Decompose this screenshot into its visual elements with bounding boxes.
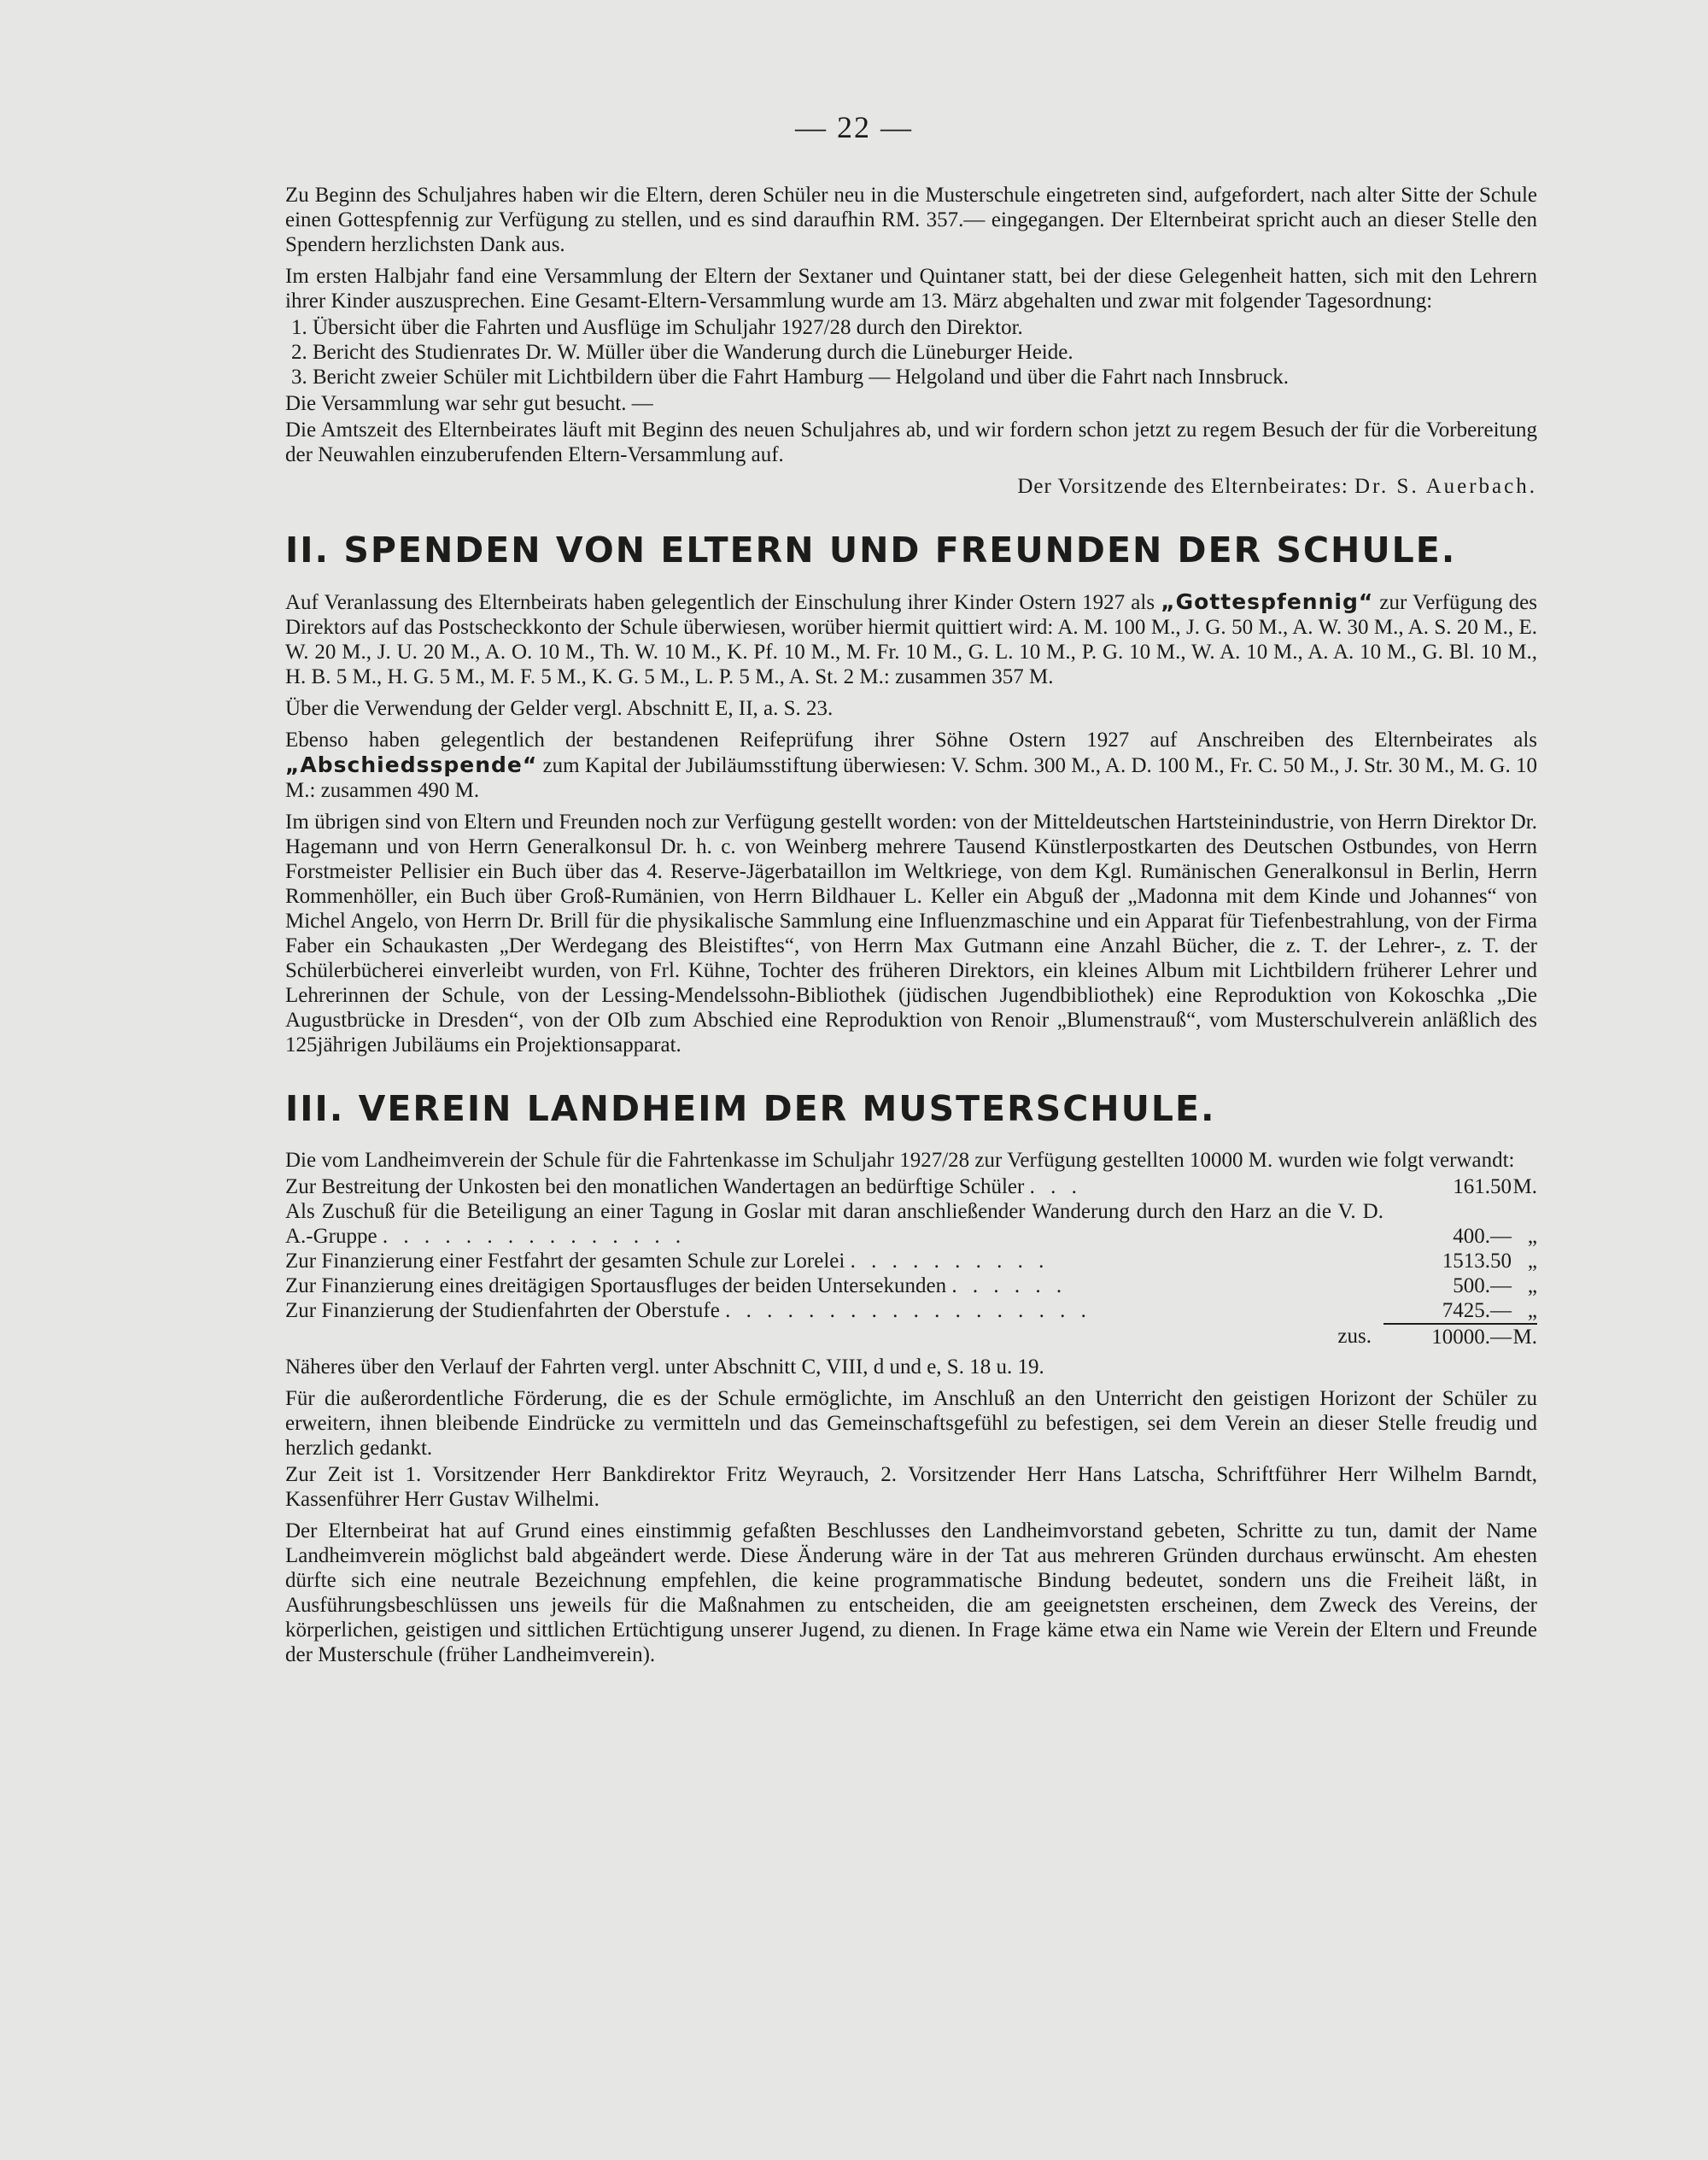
expense-text: Zur Bestreitung der Unkosten bei den monatlichen Wandertagen an bedürftige Schüler: [285, 1175, 1025, 1198]
intro-paragraph-4: Die Amtszeit des Elternbeirates läuft mit Beginn des neuen Schuljahres ab, und wir fordern schon jetzt zu regem Besuch der für die Vorbereitung der Neuwahlen einzuberufenden Eltern-Versammlung auf.: [285, 419, 1537, 466]
expense-row: [285, 1298, 1537, 1324]
section-2-p1-text-a: Auf Veranlassung des Elternbeirats haben gelegentlich der Einschulung ihrer Kinder Ostern 1927 als: [285, 591, 1161, 614]
signature: [285, 474, 1537, 499]
expense-amount: 400.—: [1453, 1225, 1512, 1248]
section-3-paragraph-3: Für die außerordentliche Förderung, die es der Schule ermöglichte, im Anschluß an den Unterricht den geistigen Horizont der Schüler zu erweitern, ihnen bleibende Eindrücke zu vermitteln und das Gemeinschaftsgefühl zu befestigen, sei dem Verein an dieser Stelle freudig und herzlich gedankt.: [285, 1387, 1537, 1460]
section-2-p1-text-b: zur Verfügung des Direktors auf das Postscheckkonto der Schule überwiesen, worüber hiermit quittiert wird: A. M. 100 M., J. G. 50 M., A. W. 30 M., A. S. 20 M., E. W. 20 M., J. U. 20 M., A. O. 10 M., Th. W. 10 M., K. Pf. 10 M., M. Fr. 10 M., G. L. 10 M., P. G. 10 M., W. A. 10 M., A. A. 10 M., G. Bl. 10 M., H. B. 5 M., H. G. 5 M., M. F. 5 M., K. G. 5 M., L. P. 5 M., A. St. 2 M.: zusammen 357 M.: [285, 591, 1537, 688]
expense-description: [285, 1298, 1383, 1324]
section-2-heading: II. SPENDEN VON ELTERN UND FREUNDEN DER SCHULE.: [285, 530, 1457, 571]
expense-unit: „: [1527, 1225, 1537, 1248]
agenda-list: [285, 315, 1537, 389]
agenda-item-3: 3. Bericht zweier Schüler mit Lichtbildern über die Fahrt Hamburg — Helgoland und über die Fahrt nach Innsbruck.: [313, 365, 1537, 389]
total-amount: 10000.—: [1383, 1324, 1512, 1349]
section-3-paragraph-1: Die vom Landheimverein der Schule für die Fahrtenkasse im Schuljahr 1927/28 zur Verfügung gestellten 10000 M. wurden wie folgt verwandt:: [285, 1149, 1515, 1172]
leader-dots: . . . . . . . . . .: [850, 1250, 1050, 1273]
section-3-paragraph-4: Zur Zeit ist 1. Vorsitzender Herr Bankdirektor Fritz Weyrauch, 2. Vorsitzender Herr Hans Latscha, Schriftführer Herr Wilhelm Barndt, Kassenführer Herr Gustav Wilhelmi.: [285, 1463, 1537, 1511]
signature-name: Dr. S. Auerbach.: [1354, 475, 1537, 498]
section-2-paragraph-3: [285, 728, 1537, 803]
expense-row: [285, 1249, 1537, 1273]
expense-unit: „: [1527, 1299, 1537, 1322]
expense-text: Zur Finanzierung eines dreitägigen Sportausfluges der beiden Untersekunden: [285, 1274, 947, 1297]
leader-dots: . . . . . . . . . . . . . . .: [382, 1225, 687, 1248]
leader-dots: . . .: [1029, 1175, 1082, 1198]
expense-unit: M.: [1512, 1175, 1537, 1198]
section-2-paragraph-4: Im übrigen sind von Eltern und Freunden noch zur Verfügung gestellt worden: von der Mitteldeutschen Hartsteinindustrie, von Herrn Direktor Dr. Hagemann und von Herrn Generalkonsul Dr. h. c. von Weinberg mehrere Tausend Künstlerpostkarten des Deutschen Ostbundes, von Herrn Forstmeister Pellisier ein Buch über das 4. Reserve-Jägerbataillon im Weltkriege, von dem Kgl. Rumänischen Generalkonsul in Berlin, Herrn Rommenhöller, ein Buch über Groß-Rumänien, von Herrn Bildhauer L. Keller ein Abguß der „Madonna mit dem Kinde und Johannes“ von Michel Angelo, von Herrn Dr. Brill für die physikalische Sammlung eine Influenzmaschine und ein Apparat für Tiefenbestrahlung, von der Firma Faber ein Schaukasten „Der Werdegang des Bleistiftes“, von Herrn Max Gutmann eine Anzahl Bücher, die z. T. der Lehrer-, z. T. der Schülerbücherei einverleibt wurden, von Frl. Kühne, Tochter des früheren Direktors, ein kleines Album mit Lichtbildern früherer Lehrer und Lehrerinnen der Schule, von der Lessing-Mendelssohn-Bibliothek (jüdischen Jugendbibliothek) eine Reproduktion von Kokoschka „Die Augustbrücke in Dresden“, von der OIb zum Abschied eine Reproduktion von Renoir „Blumenstrauß“, vom Musterschulverein anläßlich des 125jährigen Jubiläums ein Projektionsapparat.: [285, 811, 1537, 1057]
agenda-item-1: 1. Übersicht über die Fahrten und Ausflüge im Schuljahr 1927/28 durch den Direktor.: [313, 315, 1537, 340]
expense-description: [285, 1199, 1383, 1249]
expense-row: [285, 1273, 1537, 1298]
signature-role: Der Vorsitzende des Elternbeirates:: [1017, 475, 1348, 498]
expense-total-row: [285, 1324, 1537, 1349]
agenda-item-2: 2. Bericht des Studienrates Dr. W. Müller über die Wanderung durch die Lüneburger Heide.: [313, 340, 1537, 365]
expense-amount: 500.—: [1453, 1274, 1512, 1297]
section-2-paragraph-1: [285, 589, 1537, 689]
abschiedsspende-term: „Abschiedsspende“: [285, 752, 538, 777]
expense-unit: „: [1527, 1250, 1537, 1273]
section-3-heading: III. VEREIN LANDHEIM DER MUSTERSCHULE.: [285, 1088, 1216, 1129]
page-number: — 22 —: [795, 110, 913, 144]
expense-description: [285, 1273, 1383, 1298]
expense-row: [285, 1199, 1537, 1249]
leader-dots: . . . . . .: [951, 1274, 1068, 1297]
leader-dots: . . . . . . . . . . . . . . . . . .: [725, 1299, 1091, 1322]
section-2-p3-text-b: zum Kapital der Jubiläumsstiftung überwiesen: V. Schm. 300 M., A. D. 100 M., Fr. C. 50 M., J. Str. 30 M., M. G. 10 M.: zusammen 490 M.: [285, 754, 1537, 802]
expense-amount: 161.50: [1453, 1175, 1512, 1198]
expense-description: [285, 1174, 1383, 1199]
expense-text: Zur Finanzierung einer Festfahrt der gesamten Schule zur Lorelei: [285, 1250, 845, 1273]
intro-paragraph-2: Im ersten Halbjahr fand eine Versammlung der Eltern der Sextaner und Quintaner statt, bei der diese Gelegenheit hatten, sich mit den Lehrern ihrer Kinder auszusprechen. Eine Gesamt-Eltern-Versammlung wurde am 13. März abgehalten und zwar mit folgender Tagesordnung:: [285, 265, 1537, 313]
expense-description: [285, 1249, 1383, 1273]
page-body: [285, 183, 1537, 1674]
expense-amount: 1513.50: [1442, 1250, 1512, 1273]
intro-paragraph-3: Die Versammlung war sehr gut besucht. —: [285, 392, 653, 415]
expense-text: Zur Finanzierung der Studienfahrten der Oberstufe: [285, 1299, 720, 1322]
section-2-p3-text-a: Ebenso haben gelegentlich der bestandenen Reifeprüfung ihrer Söhne Ostern 1927 auf Anschreiben des Elternbeirates als: [285, 729, 1537, 752]
expense-text: Als Zuschuß für die Beteiligung an einer Tagung in Goslar mit daran anschließender Wanderung durch den Harz an die V. D. A.-Gruppe: [285, 1200, 1383, 1248]
total-unit: M.: [1512, 1326, 1537, 1349]
gottespfennig-term: „Gottespfennig“: [1161, 589, 1374, 614]
total-label: zus.: [1337, 1325, 1372, 1348]
section-3-paragraph-2: Näheres über den Verlauf der Fahrten vergl. unter Abschnitt C, VIII, d und e, S. 18 u. 19.: [285, 1355, 1044, 1379]
expense-unit: „: [1527, 1274, 1537, 1297]
expense-row: [285, 1174, 1537, 1199]
expense-table: [285, 1174, 1537, 1349]
expense-amount: 7425.—: [1442, 1299, 1512, 1322]
section-3-paragraph-5: Der Elternbeirat hat auf Grund eines einstimmig gefaßten Beschlusses den Landheimvorstand gebeten, Schritte zu tun, damit der Name Landheimverein möglichst bald abgeändert werde. Diese Änderung wäre in der Tat aus mehreren Gründen durchaus erwünscht. Am ehesten dürfte sich eine neutrale Bezeichnung empfehlen, die keine programmatische Bindung bedeutet, sondern uns die Freiheit läßt, in Ausführungsbeschlüssen uns jeweils für die Maßnahmen zu entscheiden, die am geeignetsten erscheinen, dem Zweck des Vereins, der körperlichen, geistigen und sittlichen Ertüchtigung unserer Jugend, zu dienen. In Frage käme etwa ein Name wie Verein der Eltern und Freunde der Musterschule (früher Landheimverein).: [285, 1519, 1537, 1666]
section-2-paragraph-2: Über die Verwendung der Gelder vergl. Abschnitt E, II, a. S. 23.: [285, 697, 834, 720]
intro-paragraph-1: Zu Beginn des Schuljahres haben wir die Eltern, deren Schüler neu in die Musterschule eingetreten sind, aufgefordert, nach alter Sitte der Schule einen Gottespfennig zur Verfügung zu stellen, und es sind daraufhin RM. 357.— eingegangen. Der Elternbeirat spricht auch an dieser Stelle den Spendern herzlichsten Dank aus.: [285, 184, 1537, 256]
